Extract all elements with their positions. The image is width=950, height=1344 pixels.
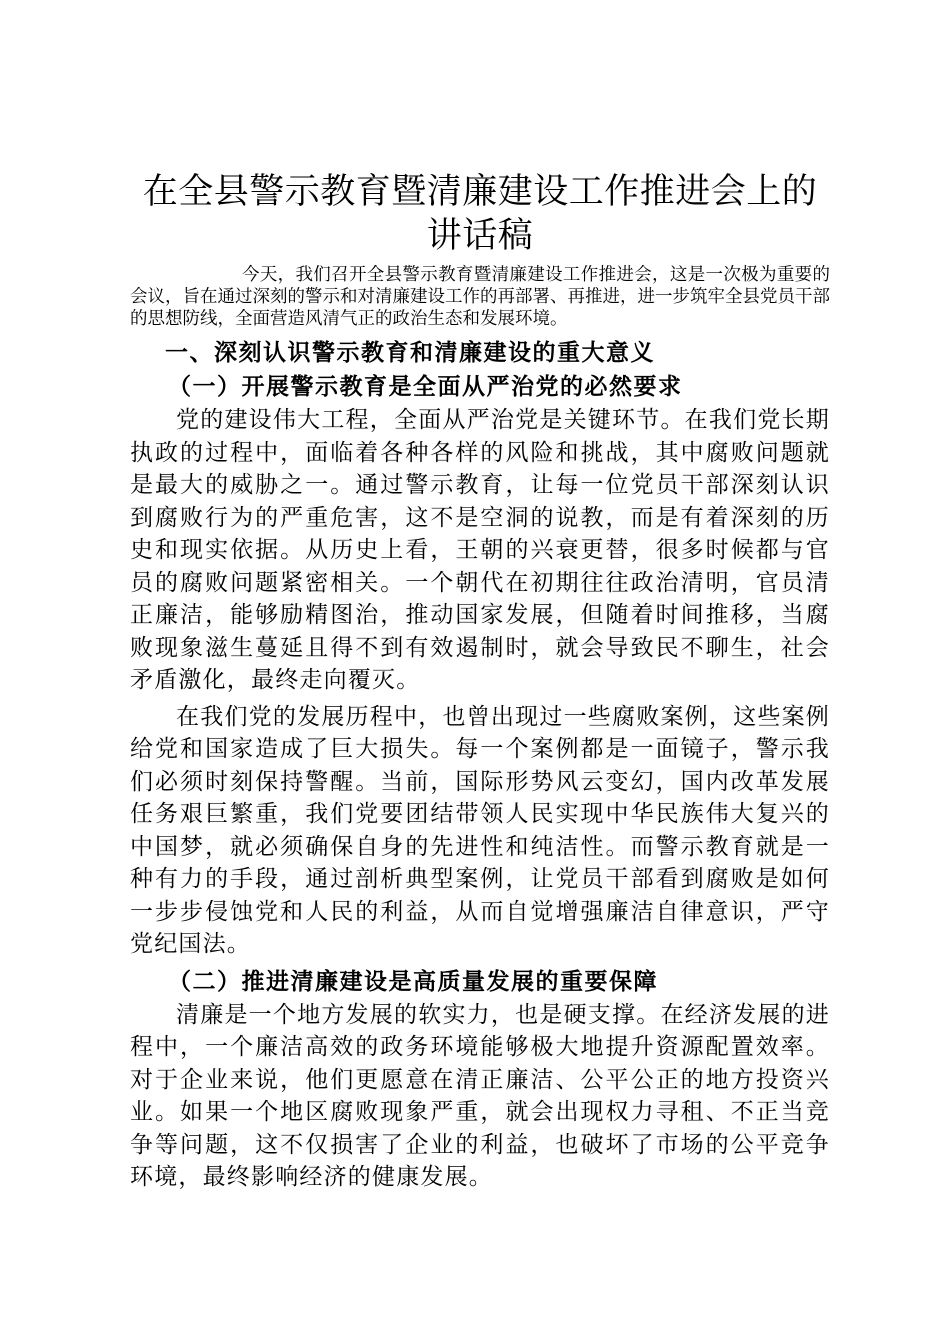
intro-paragraph: 今天，我们召开全县警示教育暨清廉建设工作推进会，这是一次极为重要的会议，旨在通过深刻的警示和对清廉建设工作的再部署、再推进，进一步筑牢全县党员干部的思想防线，全面营造风清气正的政治生态和发展环境。 [130, 265, 830, 329]
body-paragraph: 在我们党的发展历程中，也曾出现过一些腐败案例，这些案例给党和国家造成了巨大损失。每一个案例都是一面镜子，警示我们必须时刻保持警醒。当前，国际形势风云变幻，国内改革发展任务艰巨繁重，我们党要团结带领人民实现中华民族伟大复兴的中国梦，就必须确保自身的先进性和纯洁性。而警示教育就是一种有力的手段，通过剖析典型案例，让党员干部看到腐败是如何一步步侵蚀党和人民的利益，从而自觉增强廉洁自律意识，严守党纪国法。 [130, 703, 830, 957]
section-heading: 一、深刻认识警示教育和清廉建设的重大意义 [165, 340, 655, 366]
body-paragraph: 党的建设伟大工程，全面从严治党是关键环节。在我们党长期执政的过程中，面临着各种各样的风险和挑战，其中腐败问题就是最大的威胁之一。通过警示教育，让每一位党员干部深刻认识到腐败行为的严重危害，这不是空洞的说教，而是有着深刻的历史和现实依据。从历史上看，王朝的兴衰更替，很多时候都与官员的腐败问题紧密相关。一个朝代在初期往往政治清明，官员清正廉洁，能够励精图治，推动国家发展，但随着时间推移，当腐败现象滋生蔓延且得不到有效遏制时，就会导致民不聊生，社会矛盾激化，最终走向覆灭。 [130, 407, 830, 693]
document-title: 在全县警示教育暨清廉建设工作推进会上的讲话稿 [142, 172, 818, 256]
subsection-heading: （二）推进清廉建设是高质量发展的重要保障 [168, 968, 658, 995]
body-paragraph: 清廉是一个地方发展的软实力，也是硬支撑。在经济发展的进程中，一个廉洁高效的政务环境能够极大地提升资源配置效率。对于企业来说，他们更愿意在清正廉洁、公平公正的地方投资兴业。如果一个地区腐败现象严重，就会出现权力寻租、不正当竞争等问题，这不仅损害了企业的利益，也破坏了市场的公平竞争环境，最终影响经济的健康发展。 [130, 1001, 830, 1190]
document-page [130, 170, 830, 1194]
subsection-heading: （一）开展警示教育是全面从严治党的必然要求 [168, 374, 683, 400]
